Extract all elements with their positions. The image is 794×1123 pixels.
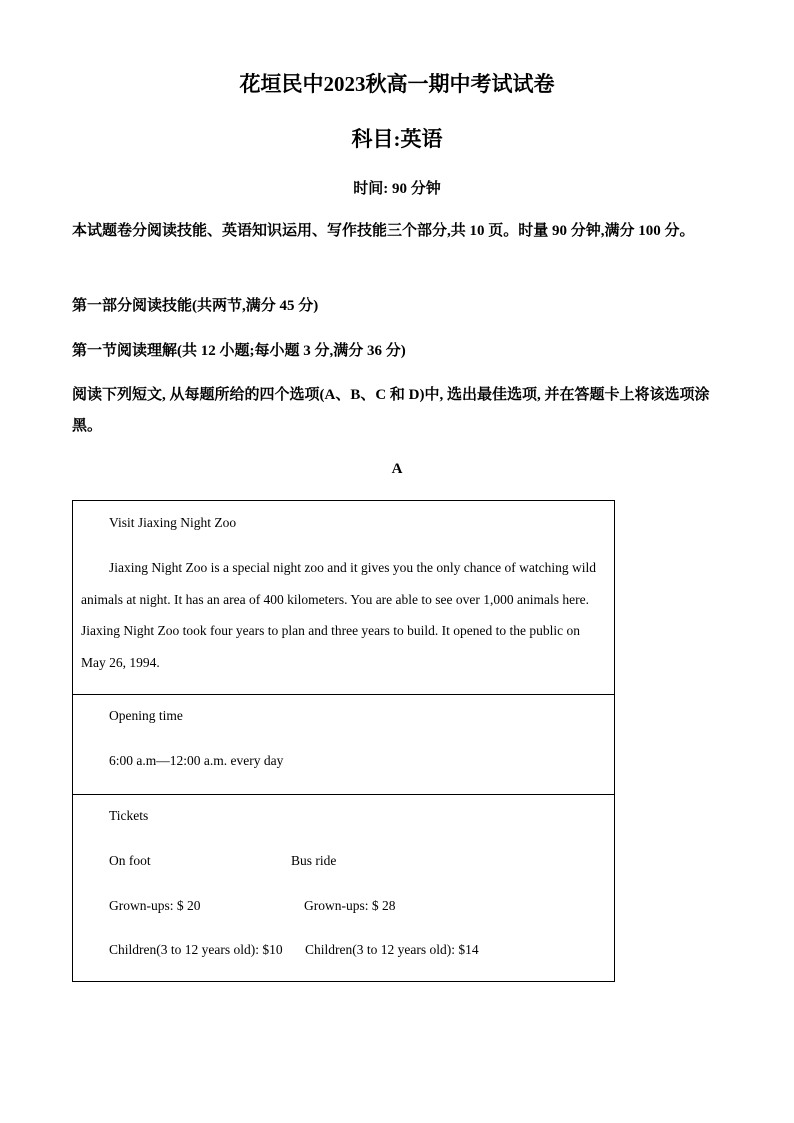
- opening-time-row: [73, 695, 614, 795]
- opening-heading: Opening time: [109, 708, 183, 723]
- tickets-row: [73, 795, 614, 981]
- exam-intro: 本试题卷分阅读技能、英语知识运用、写作技能三个部分,共 10 页。时量 90 分钟,满分 100 分。: [72, 223, 695, 239]
- exam-title: 花垣民中2023秋高一期中考试试卷: [239, 72, 555, 96]
- grownups-bus-price: Grown-ups: $ 28: [304, 898, 396, 913]
- exam-subject: 科目:英语: [351, 127, 443, 151]
- zoo-info-table: [72, 500, 615, 982]
- reading-instructions: 阅读下列短文, 从每题所给的四个选项(A、B、C 和 D)中, 选出最佳选项, 并在答题卡上将该选项涂黑。: [72, 387, 710, 434]
- section-one-heading: 第一节阅读理解(共 12 小题;每小题 3 分,满分 36 分): [72, 343, 406, 359]
- on-foot-label: On foot: [109, 853, 151, 868]
- bus-ride-label: Bus ride: [291, 853, 337, 868]
- zoo-description: [81, 552, 607, 678]
- tickets-heading: Tickets: [109, 808, 149, 823]
- exam-time: 时间: 90 分钟: [353, 181, 441, 197]
- opening-hours: 6:00 a.m—12:00 a.m. every day: [109, 753, 284, 768]
- children-bus-price: Children(3 to 12 years old): $14: [305, 942, 479, 957]
- children-foot-price: Children(3 to 12 years old): $10: [109, 942, 283, 957]
- grownups-foot-price: Grown-ups: $ 20: [109, 898, 201, 913]
- part-one-heading: 第一部分阅读技能(共两节,满分 45 分): [72, 298, 319, 314]
- zoo-description-row: [73, 501, 614, 695]
- passage-label: A: [391, 461, 403, 477]
- zoo-heading: Visit Jiaxing Night Zoo: [109, 515, 237, 530]
- zoo-description-text: Jiaxing Night Zoo is a special night zoo and it gives you the only chance of watching wild animals at night. It has an area of 400 kilometers. You are able to see over 1,000 animals here. Jiaxing Night Zoo took four years to plan and three years to build. It opened to the public on May 26, 1994.: [81, 560, 597, 670]
